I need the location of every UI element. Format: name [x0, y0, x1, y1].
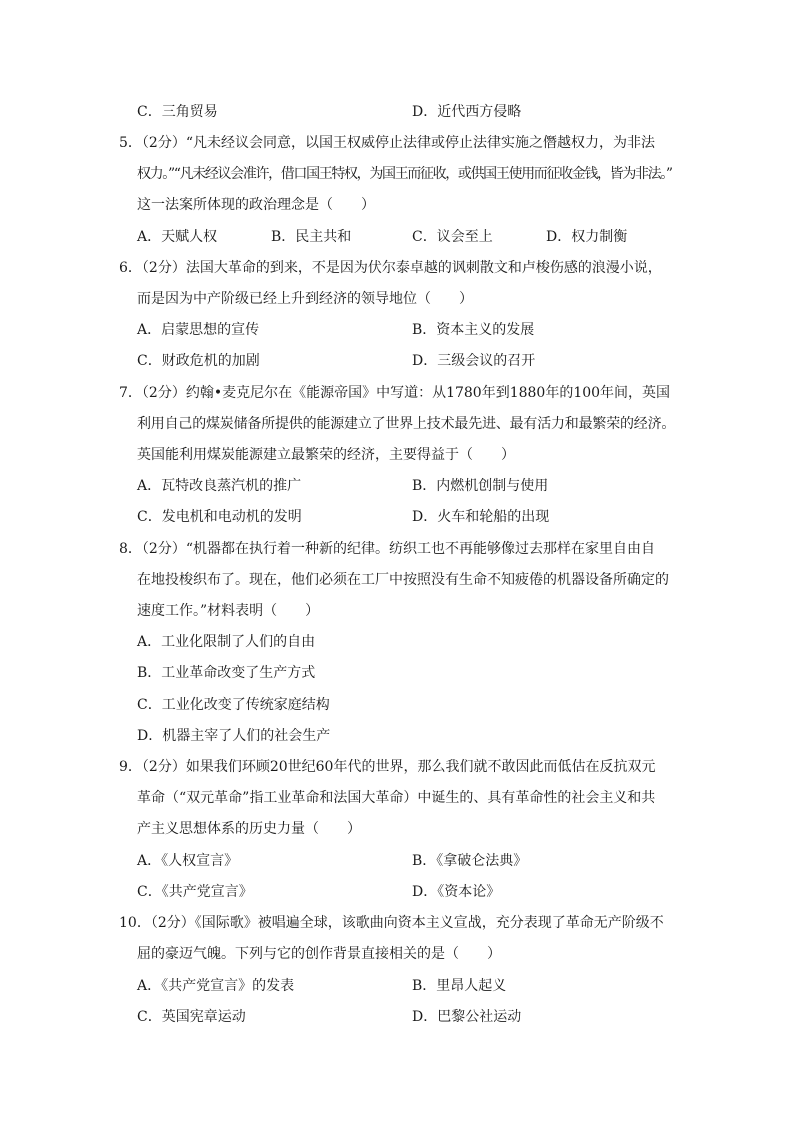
- q9-stem-line-3: 产主义思想体系的历史力量（ ）: [137, 821, 361, 837]
- q10-stem-line-2: 屈的豪迈气魄。下列与它的创作背景直接相关的是（ ）: [137, 946, 501, 962]
- q6-option-b: B．资本主义的发展: [412, 322, 535, 338]
- q7-stem-line-2: 利用自己的煤炭储备所提供的能源建立了世界上技术最先进、最有活力和最繁荣的经济。: [137, 416, 676, 432]
- q7-stem-line-1: 7．（2分）约翰•麦克尼尔在《能源帝国》中写道：从1780年到1880年的100年间，英国: [119, 385, 671, 401]
- q9-option-b: B．《拿破仑法典》: [412, 853, 528, 869]
- q10-stem-line-1: 10．（2分）《国际歌》被唱遍全球，该歌曲向资本主义宣战，充分表现了革命无产阶级不: [119, 915, 664, 931]
- q9-option-c: C．《共产党宣言》: [137, 884, 253, 900]
- q10-option-a: A．《共产党宣言》的发表: [137, 978, 295, 994]
- q7-option-a: A．瓦特改良蒸汽机的推广: [137, 478, 302, 494]
- q10-option-b: B．里昂人起义: [412, 978, 507, 994]
- q6-stem-line-1: 6．（2分）法国大革命的到来，不是因为伏尔泰卓越的讽刺散文和卢梭伤感的浪漫小说，: [119, 260, 662, 276]
- q8-option-d: D．机器主宰了人们的社会生产: [137, 728, 331, 744]
- q8-stem-line-1: 8．（2分）“机器都在执行着一种新的纪律。纺织工也不再能够像过去那样在家里自由自: [119, 541, 655, 557]
- q7-stem-line-3: 英国能利用煤炭能源建立最繁荣的经济，主要得益于（ ）: [137, 447, 515, 463]
- q6-stem-line-2: 而是因为中产阶级已经上升到经济的领导地位（ ）: [137, 291, 473, 307]
- q5-stem-line-3: 这一法案所体现的政治理念是（ ）: [137, 197, 375, 213]
- q5-option-c: C．议会至上: [412, 229, 493, 245]
- q5-option-b: B．民主共和: [271, 229, 352, 245]
- q10-option-d: D．巴黎公社运动: [412, 1009, 522, 1025]
- q8-stem-line-3: 速度工作。”材料表明（ ）: [137, 603, 320, 619]
- q9-stem-line-1: 9．（2分）如果我们环顾20世纪60年代的世界，那么我们就不敢因此而低估在反抗双元: [119, 759, 656, 775]
- q4-option-c: C．三角贸易: [137, 104, 218, 120]
- q8-option-a: A．工业化限制了人们的自由: [137, 634, 316, 650]
- q6-option-d: D．三级会议的召开: [412, 353, 536, 369]
- q6-option-a: A．启蒙思想的宣传: [137, 322, 260, 338]
- q8-option-b: B．工业革命改变了生产方式: [137, 665, 316, 681]
- q9-stem-line-2: 革命（“双元革命”指工业革命和法国大革命）中诞生的、具有革命性的社会主义和共: [137, 790, 656, 806]
- q7-option-c: C．发电机和电动机的发明: [137, 509, 302, 525]
- q5-option-d: D．权力制衡: [546, 229, 628, 245]
- q7-option-b: B．内燃机创制与使用: [412, 478, 549, 494]
- q4-option-d: D．近代西方侵略: [412, 104, 522, 120]
- q7-option-d: D．火车和轮船的出现: [412, 509, 550, 525]
- q9-option-a: A．《人权宣言》: [137, 853, 239, 869]
- q9-option-d: D．《资本论》: [412, 884, 501, 900]
- q10-option-c: C．英国宪章运动: [137, 1009, 246, 1025]
- q5-stem-line-1: 5．（2分）“凡未经议会同意，以国王权威停止法律或停止法律实施之僭越权力，为非法: [119, 135, 655, 151]
- q5-option-a: A．天赋人权: [137, 229, 218, 245]
- q6-option-c: C．财政危机的加剧: [137, 353, 260, 369]
- q8-option-c: C．工业化改变了传统家庭结构: [137, 697, 330, 713]
- q8-stem-line-2: 在地投梭织布了。现在，他们必须在工厂中按照没有生命不知疲倦的机器设备所确定的: [137, 572, 669, 588]
- q5-stem-line-2: 权力。”“凡未经议会准许，借口国王特权，为国王而征收，或供国王使用而征收金钱，皆为非法。”: [137, 166, 672, 182]
